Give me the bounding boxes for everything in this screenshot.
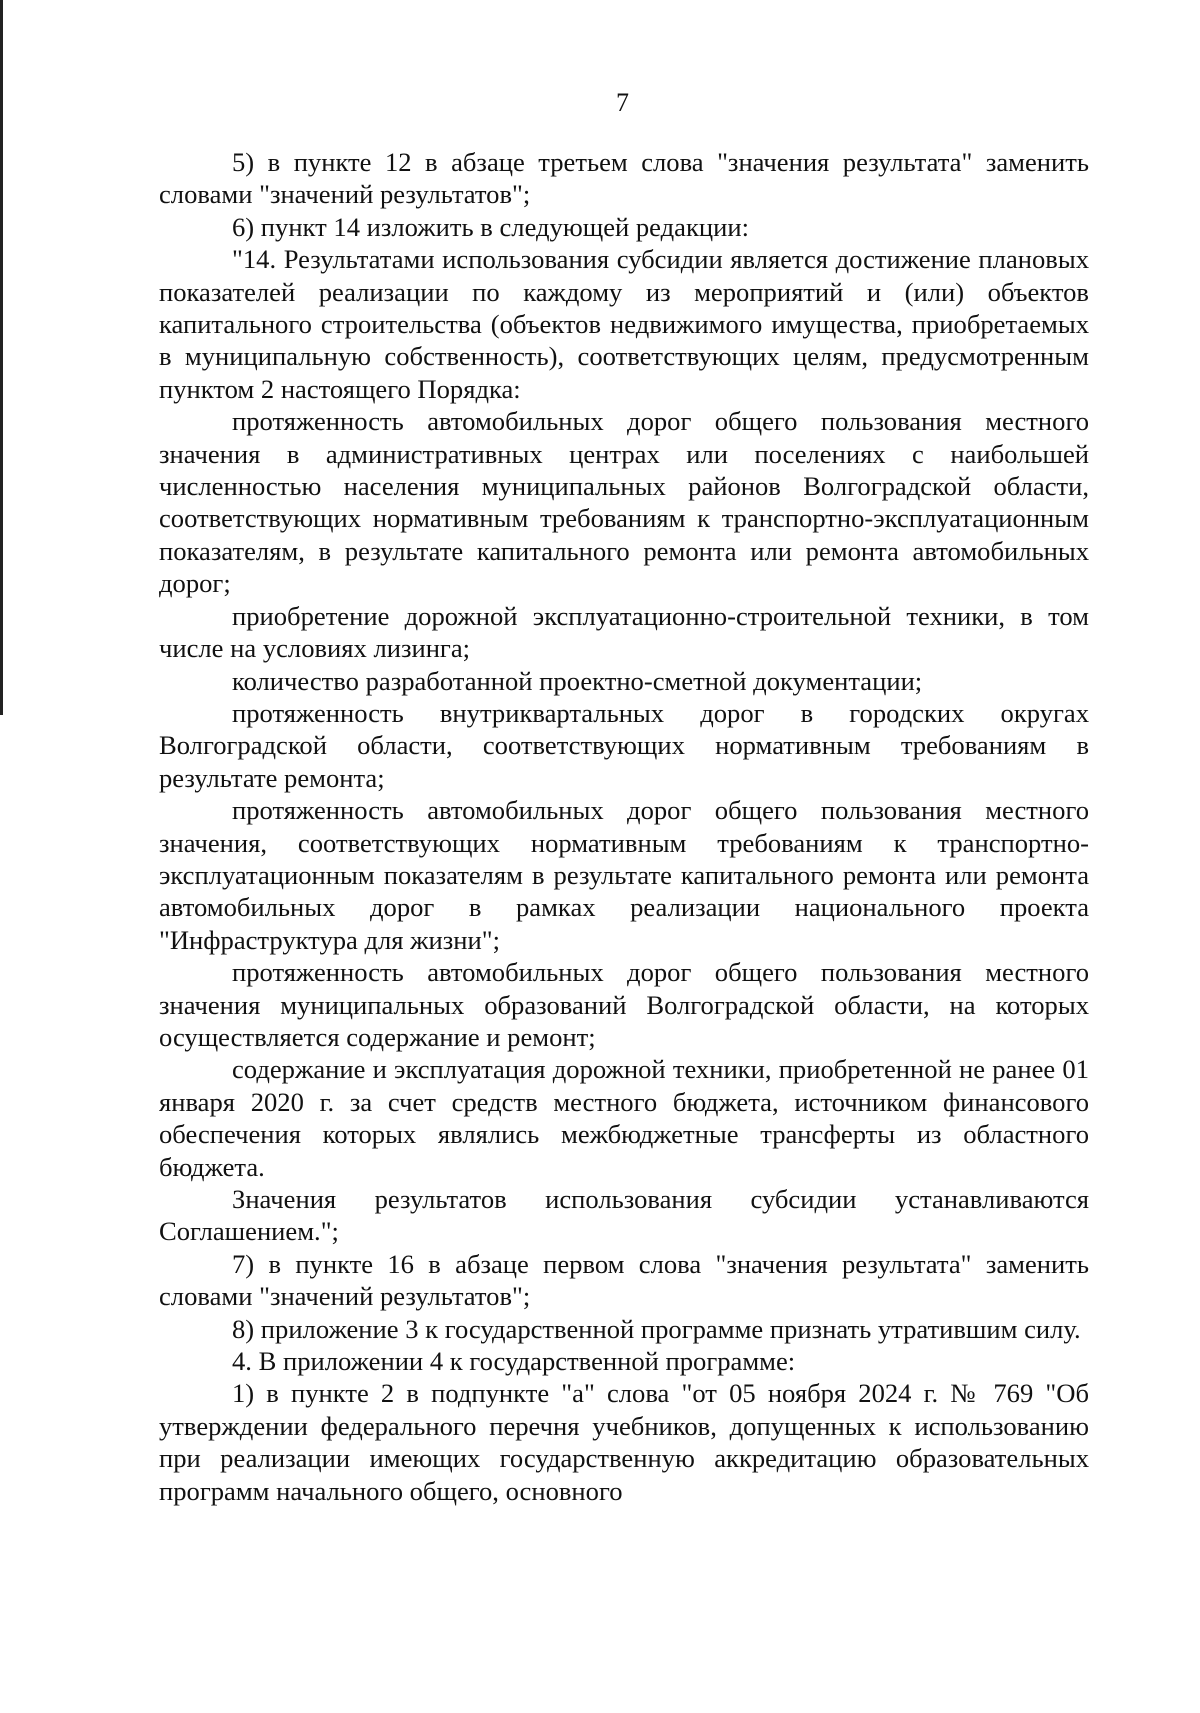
paragraph-result-national-project-roads: протяженность автомобильных дорог общего пользования местного значения, соответствующих нормативным требованиям к транспортно-эксплуатационным показателям в результате капитального ремонта или ремонта автомобильных дорог в рамках реализации национального проекта "Инфраструктура для жизни"; <box>159 795 1089 955</box>
paragraph-result-equipment-purchase: приобретение дорожной эксплуатационно-строительной техники, в том числе на условиях лизинга; <box>159 600 1089 664</box>
paragraph-result-design-documentation: количество разработанной проектно-сметной документации; <box>232 665 923 696</box>
document-body <box>159 146 1089 1507</box>
paragraph-point-14-intro: "14. Результатами использования субсидии является достижение плановых показателей реализации по каждому из мероприятий и (или) объектов капитального строительства (объектов недвижимого имущества, приобретаемых в муниципальную собственность), соответствующих целям, предусмотренным пунктом 2 настоящего Порядка: <box>159 244 1089 404</box>
paragraph-amend-item-6: 6) пункт 14 изложить в следующей редакции: <box>232 211 749 242</box>
paragraph-amend-item-5: 5) в пункте 12 в абзаце третьем слова "значения результата" заменить словами "значений результатов"; <box>159 147 1089 210</box>
paragraph-result-road-length-admin-centers: протяженность автомобильных дорог общего пользования местного значения в административных центрах или поселениях с наибольшей численностью населения муниципальных районов Волгоградской области, соответствующих нормативным требованиям к транспортно-эксплуатационным показателям, в результате капитального ремонта или ремонта автомобильных дорог; <box>159 406 1089 599</box>
paragraph-amend-item-8: 8) приложение 3 к государственной программе признать утратившим силу. <box>232 1313 1081 1344</box>
paragraph-section-4-item-1: 1) в пункте 2 в подпункте "а" слова "от 05 ноября 2024 г. № 769 "Об утверждении федерального перечня учебников, допущенных к использованию при реализации имеющих государственную аккредитацию образовательных программ начального общего, основного <box>159 1378 1089 1506</box>
paragraph-section-4: 4. В приложении 4 к государственной программе: <box>232 1346 796 1377</box>
paragraph-result-values-agreement: Значения результатов использования субсидии устанавливаются Соглашением."; <box>159 1184 1089 1247</box>
paragraph-result-road-maintenance: протяженность автомобильных дорог общего пользования местного значения муниципальных образований Волгоградской области, на которых осуществляется содержание и ремонт; <box>159 957 1089 1052</box>
page-number: 7 <box>616 88 629 117</box>
paragraph-amend-item-7: 7) в пункте 16 в абзаце первом слова "значения результата" заменить словами "значений результатов"; <box>159 1248 1089 1312</box>
paragraph-result-equipment-maintenance: содержание и эксплуатация дорожной техники, приобретенной не ранее 01 января 2020 г. за счет средств местного бюджета, источником финансового обеспечения которых являлись межбюджетные трансферты из областного бюджета. <box>159 1054 1089 1182</box>
paragraph-result-intra-block-roads: протяженность внутриквартальных дорог в городских округах Волгоградской области, соответствующих нормативным требованиям в результате ремонта; <box>159 697 1089 793</box>
